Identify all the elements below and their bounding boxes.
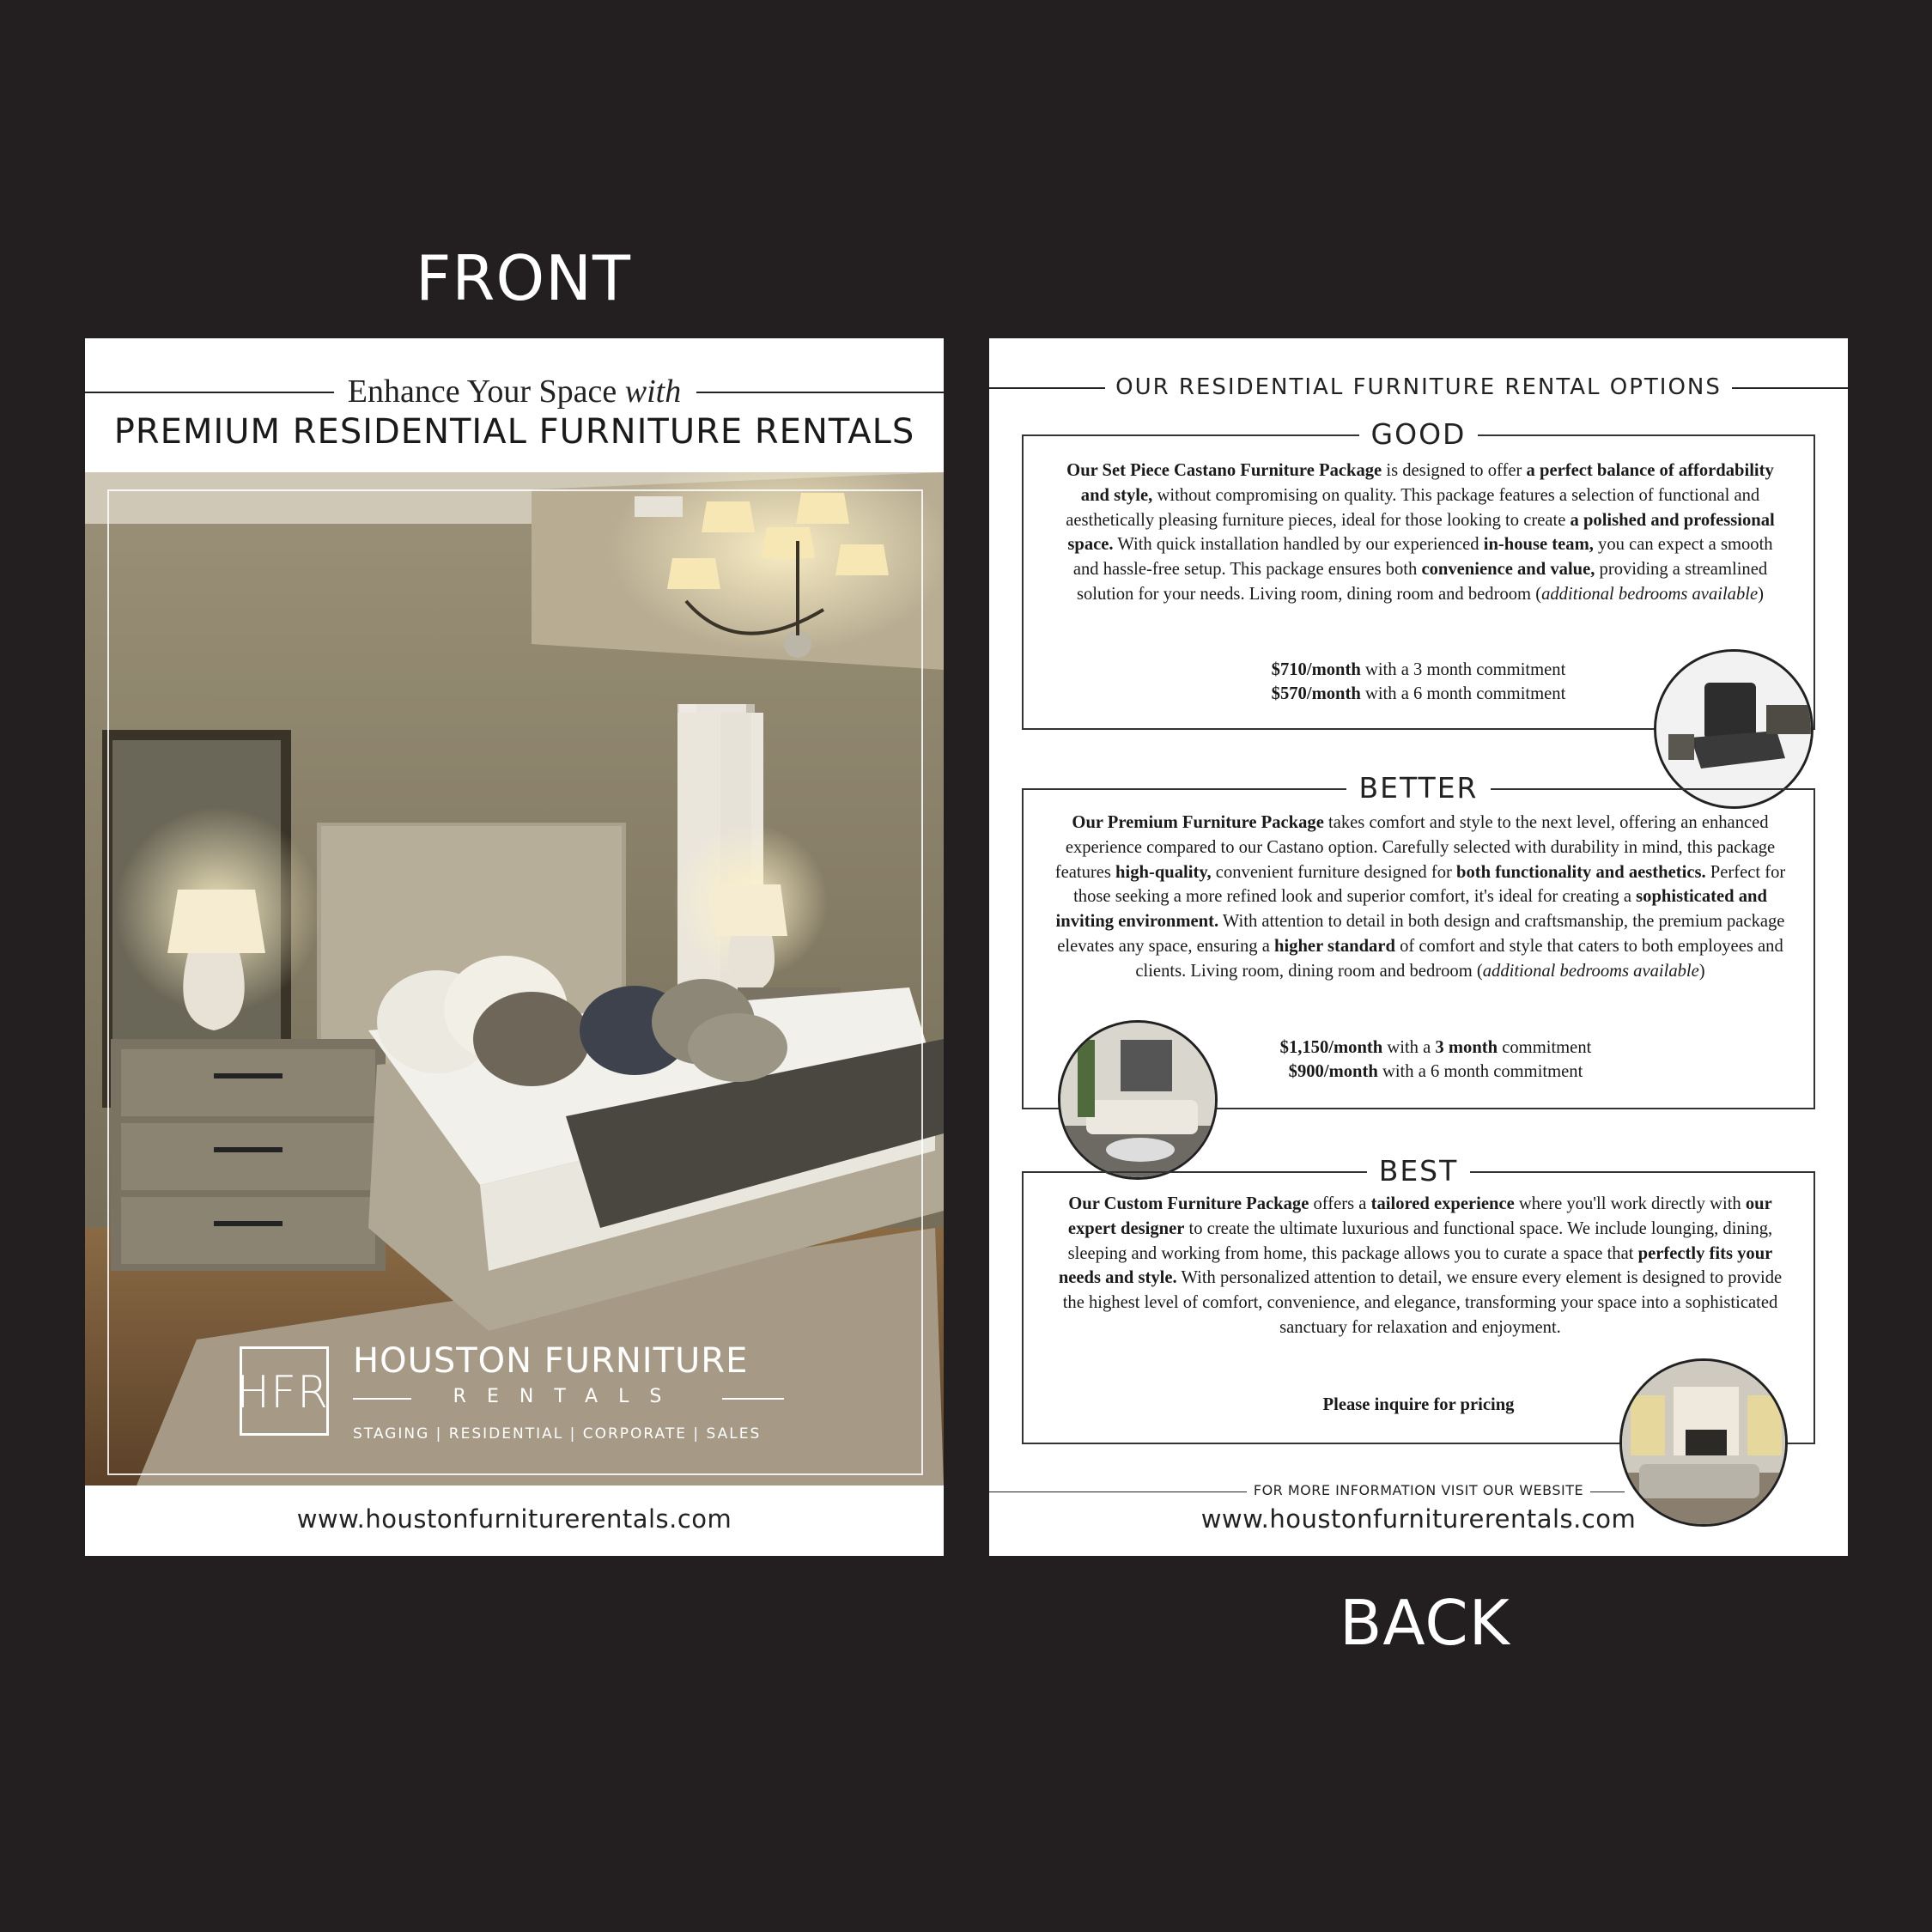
package-price-2: $570/month with a 6 month commitment xyxy=(1271,684,1566,703)
back-website-link[interactable]: www.houstonfurniturerentals.com xyxy=(1200,1504,1637,1534)
logo-name: HOUSTON FURNITURE xyxy=(353,1341,749,1381)
package-title: BEST xyxy=(1024,1154,1814,1188)
back-label: BACK xyxy=(1340,1587,1510,1659)
heading-with: with xyxy=(624,374,682,410)
package-price-1: $1,150/month with a 3 month commitment xyxy=(1279,1038,1592,1057)
front-heading-line2: PREMIUM RESIDENTIAL FURNITURE RENTALS xyxy=(113,412,915,452)
logo-mark: HFR xyxy=(236,1367,330,1419)
front-heading-line1 xyxy=(85,373,944,410)
package-description: Our Premium Furniture Package takes comfort and style to the next level, offering an enhanced experience compared to our Castano option. Carefully selected with durability in mind, this package features high-quality, convenient furniture designed for both functionality and aesthetics. Perfect for those seeking a more refined look and superior comfort, it's ideal for creating a sophisticated and inviting environment. With attention to detail in both design and craftsmanship, the premium package elevates any space, ensuring a higher standard of comfort and style that caters to both employees and clients. Living room, dining room and bedroom (additional bedrooms available) xyxy=(1054,813,1786,981)
back-card xyxy=(989,338,1848,1556)
package-pricing-note: Please inquire for pricing xyxy=(1322,1395,1515,1414)
front-label: FRONT xyxy=(416,242,631,314)
heading-text: Enhance Your Space xyxy=(347,374,617,410)
family-room-thumbnail xyxy=(1619,1358,1788,1527)
package-description: Our Set Piece Castano Furniture Package is designed to offer a perfect balance of affordability and style, without compromising on quality. This package features a selection of functional and aesthetically pleasing furniture pieces, ideal for those looking to create a polished and professional space. With quick installation handled by our experienced in-house team, you can expect a smooth and hassle-free setup. This package ensures both convenience and value, providing a streamlined solution for your needs. Living room, dining room and bedroom (additional bedrooms available) xyxy=(1066,461,1775,604)
package-description: Our Custom Furniture Package offers a tailored experience where you'll work directly with our expert designer to create the ultimate luxurious and functional space. We include lounging, dining, sleeping and working from home, this package allows you to curate a space that perfectly fits your needs and style. With personalized attention to detail, we ensure every element is designed to provide the highest level of comfort, convenience, and elegance, transforming your space into a sophisticated sanctuary for relaxation and enjoyment. xyxy=(1058,1194,1783,1337)
logo-tagline: STAGING | RESIDENTIAL | CORPORATE | SALES xyxy=(353,1425,762,1443)
front-card xyxy=(85,338,944,1556)
photo-inner-frame xyxy=(107,489,923,1475)
logo-sub: RENTALS xyxy=(453,1386,683,1407)
back-heading: OUR RESIDENTIAL FURNITURE RENTAL OPTIONS xyxy=(989,374,1848,400)
package-price-1: $710/month with a 3 month commitment xyxy=(1271,660,1566,679)
package-title: GOOD xyxy=(1024,417,1814,451)
bedroom-photo xyxy=(85,472,944,1485)
package-title: BETTER xyxy=(1024,771,1814,805)
package-price-2: $900/month with a 6 month commitment xyxy=(1288,1062,1583,1081)
front-website-link[interactable]: www.houstonfurniturerentals.com xyxy=(296,1504,732,1534)
footer-label: FOR MORE INFORMATION VISIT OUR WEBSITE xyxy=(989,1482,1848,1498)
